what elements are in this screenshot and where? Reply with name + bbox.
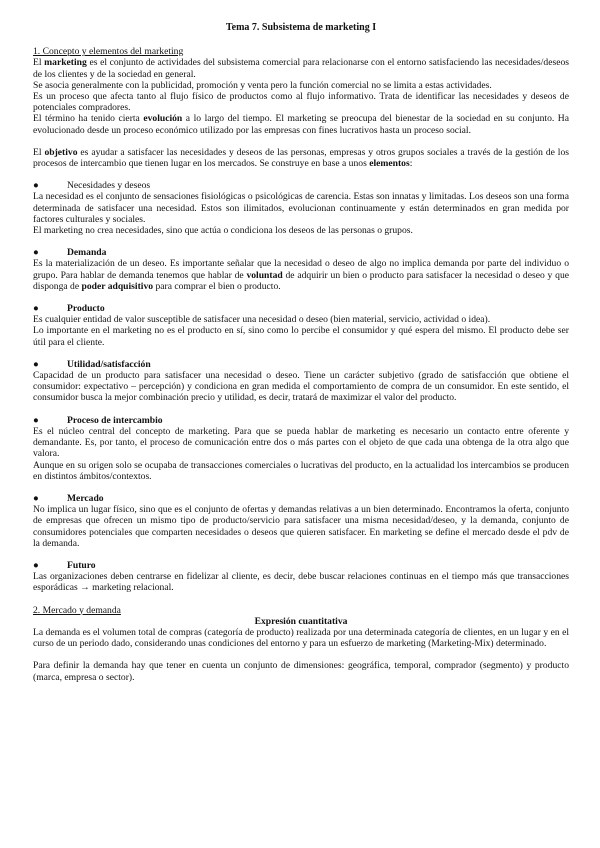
bullet-label: Producto [67,303,105,315]
paragraph-necesidades-2: El marketing no crea necesidades, sino que actúa o condiciona los deseos de las personas o grupos. [33,225,413,237]
bullet-necesidades [33,180,569,191]
bullet-icon: ● [33,180,39,192]
bullet-icon: ● [33,492,39,504]
paragraph-objetivo: El objetivo es ayudar a satisfacer las necesidades y deseos de las personas, empresas y otros grupos sociales a través de la gestión de los procesos de intercambio que tienen lugar en los mercados. Se construye en base a unos elementos: [33,146,569,170]
bullet-icon: ● [33,247,39,259]
document-page [33,22,569,683]
paragraph-necesidades-1: La necesidad es el conjunto de sensaciones fisiológicas o psicológicas de carencia. Estas son innatas y limitadas. Los deseos son una forma determinada de satisfacer una necesidad. Estos son ilimitados, evolucionan continuamente y están determinados en gran medida por factores culturales y sociales. [33,191,569,225]
bullet-icon: ● [33,358,39,370]
bullet-utilidad [33,359,569,370]
bullet-label: Proceso de intercambio [67,414,163,426]
paragraph-intercambio-2: Aunque en su origen solo se ocupaba de transacciones comerciales o lucrativas del producto, en la actualidad los intercambios se producen en distintos ámbitos/contextos. [33,459,569,482]
section-2-heading: 2. Mercado y demanda [33,604,121,616]
bullet-demanda [33,247,569,258]
paragraph-flujo: Es un proceso que afecta tanto al flujo físico de productos como al flujo informativo. Trata de identificar las necesidades y deseos de potenciales compradores. [33,91,569,114]
paragraph-producto-2: Lo importante en el marketing no es el producto en sí, sino como lo percibe el consumidor y qué espera del mismo. El producto debe ser útil para el cliente. [33,325,569,348]
bullet-label: Necesidades y deseos [67,180,151,192]
bullet-producto [33,303,569,314]
bullet-label: Demanda [67,247,107,259]
paragraph-publicidad: Se asocia generalmente con la publicidad, promoción y venta pero la función comercial no se limita a estas actividades. [33,79,492,91]
bullet-intercambio [33,415,569,426]
bullet-futuro [33,560,569,571]
paragraph-utilidad: Capacidad de un producto para satisfacer una necesidad o deseo. Tiene un carácter subjetivo (grado de satisfacción que obtiene el consumidor: expectativo – percepción) y condiciona en gran medida el comportamiento de compra de un consumidor. En este sentido, el consumidor busca la mejor combinación precio y utilidad, es decir, tratará de maximizar el valor del producto. [33,370,569,404]
paragraph-demanda: Es la materialización de un deseo. Es importante señalar que la necesidad o deseo de algo no implica demanda por parte del individuo o grupo. Para hablar de demanda tenemos que hablar de voluntad de adquirir un bien o producto para satisfacer la necesidad o deseo y que disponga de poder adquisitivo para comprar el bien o producto. [33,258,569,292]
bullet-label: Futuro [67,559,96,571]
bullet-label: Utilidad/satisfacción [67,358,151,370]
section-1-heading: 1. Concepto y elementos del marketing [33,46,184,58]
paragraph-demanda-volumen: La demanda es el volumen total de compras (categoría de producto) realizada por una determinada categoría de clientes, en un lugar y en el curso de un periodo dado, considerando unas condiciones del entorno y para un esfuerzo de marketing (Marketing-Mix) determinado. [33,626,569,650]
paragraph-producto-1: Es cualquier entidad de valor susceptible de satisfacer una necesidad o deseo (bien material, servicio, actividad o idea). [33,314,491,326]
paragraph-evolucion: El término ha tenido cierta evolución a lo largo del tiempo. El marketing se preocupa del bienestar de la sociedad en su conjunto. Ha evolucionado desde un proceso económico utilizado por las empresas con fines lucrativos hasta un proceso social. [33,113,569,136]
bullet-icon: ● [33,303,39,315]
bullet-icon: ● [33,414,39,426]
paragraph-mercado: No implica un lugar físico, sino que es el conjunto de ofertas y demandas relativas a un bien determinado. Encontramos la oferta, conjunto de empresas que ofrecen un mismo tipo de producto/servicio para satisfacer una misma necesidad/deseo, y la demanda, conjunto de consumidores potenciales que comparten necesidades o deseos que quieren satisfacer. En marketing se define el mercado desde el pdv de la demanda. [33,504,569,549]
document-title: Tema 7. Subsistema de marketing I [225,22,377,33]
paragraph-dimensiones: Para definir la demanda hay que tener en cuenta un conjunto de dimensiones: geográfica, temporal, comprador (segmento) y producto (marca, empresa o sector). [33,660,569,683]
bullet-mercado [33,493,569,504]
section-2-subheading: Expresión cuantitativa [254,615,348,627]
paragraph-marketing-definition: El marketing es el conjunto de actividades del subsistema comercial para relacionarse con el entorno satisfaciendo las necesidades/deseos de los clientes y de la sociedad en general. [33,57,569,80]
bullet-label: Mercado [67,492,104,504]
bullet-icon: ● [33,559,39,571]
paragraph-intercambio-1: Es el núcleo central del concepto de marketing. Para que se pueda hablar de marketing es necesario un contacto entre oferente y demandante. Es, por tanto, el proceso de comunicación entre dos o más partes con el objeto de que cada una obtenga de la otra algo que valora. [33,425,569,460]
paragraph-futuro: Las organizaciones deben centrarse en fidelizar al cliente, es decir, debe buscar relaciones continuas en el tiempo más que transacciones esporádicas → marketing relacional. [33,571,569,594]
